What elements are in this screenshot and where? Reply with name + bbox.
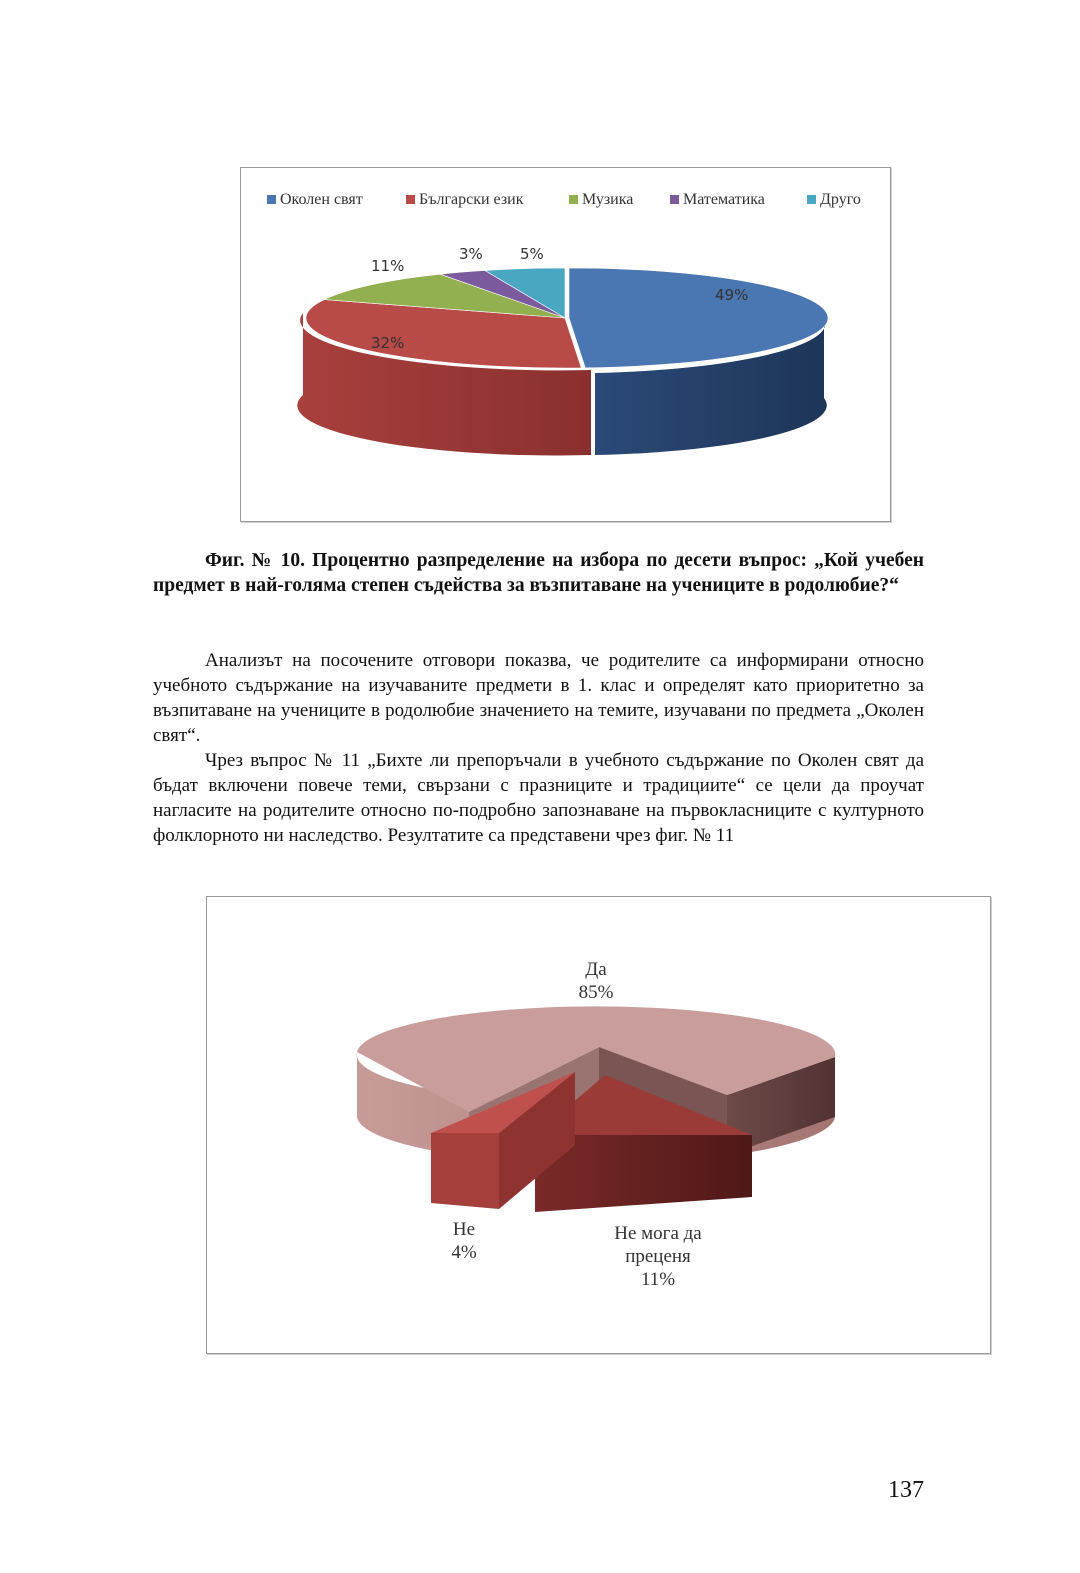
- legend-label-drugo: Друго: [820, 191, 861, 208]
- data-label-balgarski: 32%: [371, 334, 405, 352]
- data-label-ne-value: 4%: [451, 1242, 477, 1263]
- legend-label-matematika: Математика: [683, 191, 765, 208]
- figure-caption: Фиг. № 10. Процентно разпределение на избора по десети въпрос: „Кой учебен предмет в най-голяма степен съдейства за възпитаване на учениците в родолюбие?“: [153, 550, 924, 596]
- page-number: 137: [888, 1477, 924, 1503]
- legend-swatch-balgarski: [406, 195, 415, 204]
- legend-label-okolen: Околен свят: [280, 191, 363, 208]
- legend-swatch-matematika: [670, 195, 679, 204]
- legend-label-balgarski: Български език: [419, 191, 524, 208]
- chart-question-11: [206, 896, 991, 1354]
- pie-chart-recommendation: [207, 897, 990, 1353]
- legend-swatch-muzika: [569, 195, 578, 204]
- paragraph-question-11: Чрез въпрос № 11 „Бихте ли препоръчали в учебното съдържание по Околен свят да бъдат включени повече теми, свързани с празниците и традициите“ се цели да проучат нагласите на родителите относно по-подробно запознаване на първокласниците с културното фолклорното ни наследство. Резултатите са представени чрез фиг. № 11: [153, 750, 924, 846]
- data-label-matematika: 3%: [459, 245, 483, 263]
- data-label-ne-moga-value: 11%: [640, 1269, 676, 1290]
- legend-swatch-okolen: [267, 195, 276, 204]
- legend-swatch-drugo: [807, 195, 816, 204]
- data-label-ne-name: Не: [452, 1219, 476, 1240]
- chart1-legend: [267, 191, 861, 208]
- data-label-ne-moga-name-2: преценя: [625, 1246, 691, 1267]
- data-label-drugo: 5%: [520, 245, 544, 263]
- slice-side-ne: [431, 1133, 499, 1209]
- legend-label-muzika: Музика: [582, 191, 634, 208]
- data-label-muzika: 11%: [371, 257, 405, 275]
- data-label-okolen: 49%: [715, 286, 749, 304]
- data-label-ne-moga-name-1: Не мога да: [614, 1223, 702, 1244]
- chart-subject-choice: [240, 167, 891, 522]
- pie-chart-subjects: [241, 168, 890, 521]
- paragraph-analysis: Анализът на посочените отговори показва, че родителите са информирани относно учебното съдържание на изучаваните предмети в 1. клас и определят като приоритетно за възпитаване на учениците в родолюбие значението на темите, изучавани по предмета „Околен свят“.: [153, 650, 924, 746]
- data-label-da-value: 85%: [578, 982, 614, 1003]
- data-label-da-name: Да: [585, 959, 607, 980]
